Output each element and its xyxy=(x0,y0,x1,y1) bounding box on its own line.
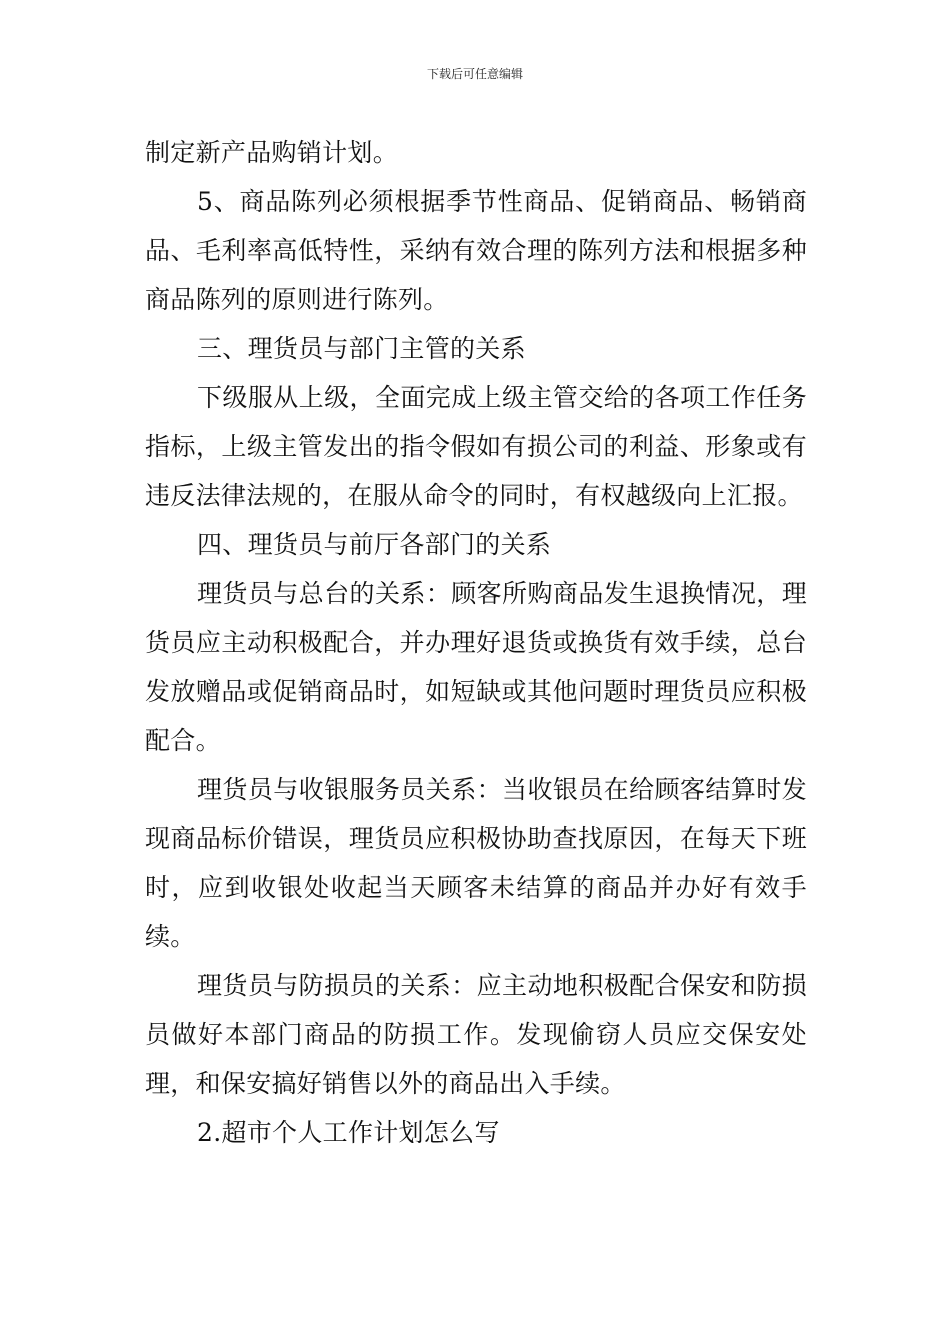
document-body xyxy=(145,128,807,1157)
paragraph-1: 制定新产品购销计划。 xyxy=(145,138,399,167)
paragraph-4: 下级服从上级，全面完成上级主管交给的各项工作任务指标，上级主管发出的指令假如有损公司的利益、形象或有违反法律法规的，在服从命令的同时，有权越级向上汇报。 xyxy=(145,383,807,510)
section-heading-4: 四、理货员与前厅各部门的关系 xyxy=(197,530,552,559)
paragraph-2: 5、商品陈列必须根据季节性商品、促销商品、畅销商品、毛利率高低特性，采纳有效合理的陈列方法和根据多种商品陈列的原则进行陈列。 xyxy=(145,187,807,314)
page-header-note: 下载后可任意编辑 xyxy=(426,67,523,81)
paragraph-6: 理货员与总台的关系：顾客所购商品发生退换情况，理货员应主动积极配合，并办理好退货或换货有效手续，总台发放赠品或促销商品时，如短缺或其他问题时理货员应积极配合。 xyxy=(145,579,807,755)
section-heading-2: 2.超市个人工作计划怎么写 xyxy=(197,1118,500,1147)
section-heading-3: 三、理货员与部门主管的关系 xyxy=(197,334,526,363)
paragraph-7: 理货员与收银服务员关系：当收银员在给顾客结算时发现商品标价错误，理货员应积极协助查找原因，在每天下班时，应到收银处收起当天顾客未结算的商品并办好有效手续。 xyxy=(145,775,807,951)
paragraph-8: 理货员与防损员的关系：应主动地积极配合保安和防损员做好本部门商品的防损工作。发现偷窃人员应交保安处理，和保安搞好销售以外的商品出入手续。 xyxy=(145,971,807,1098)
